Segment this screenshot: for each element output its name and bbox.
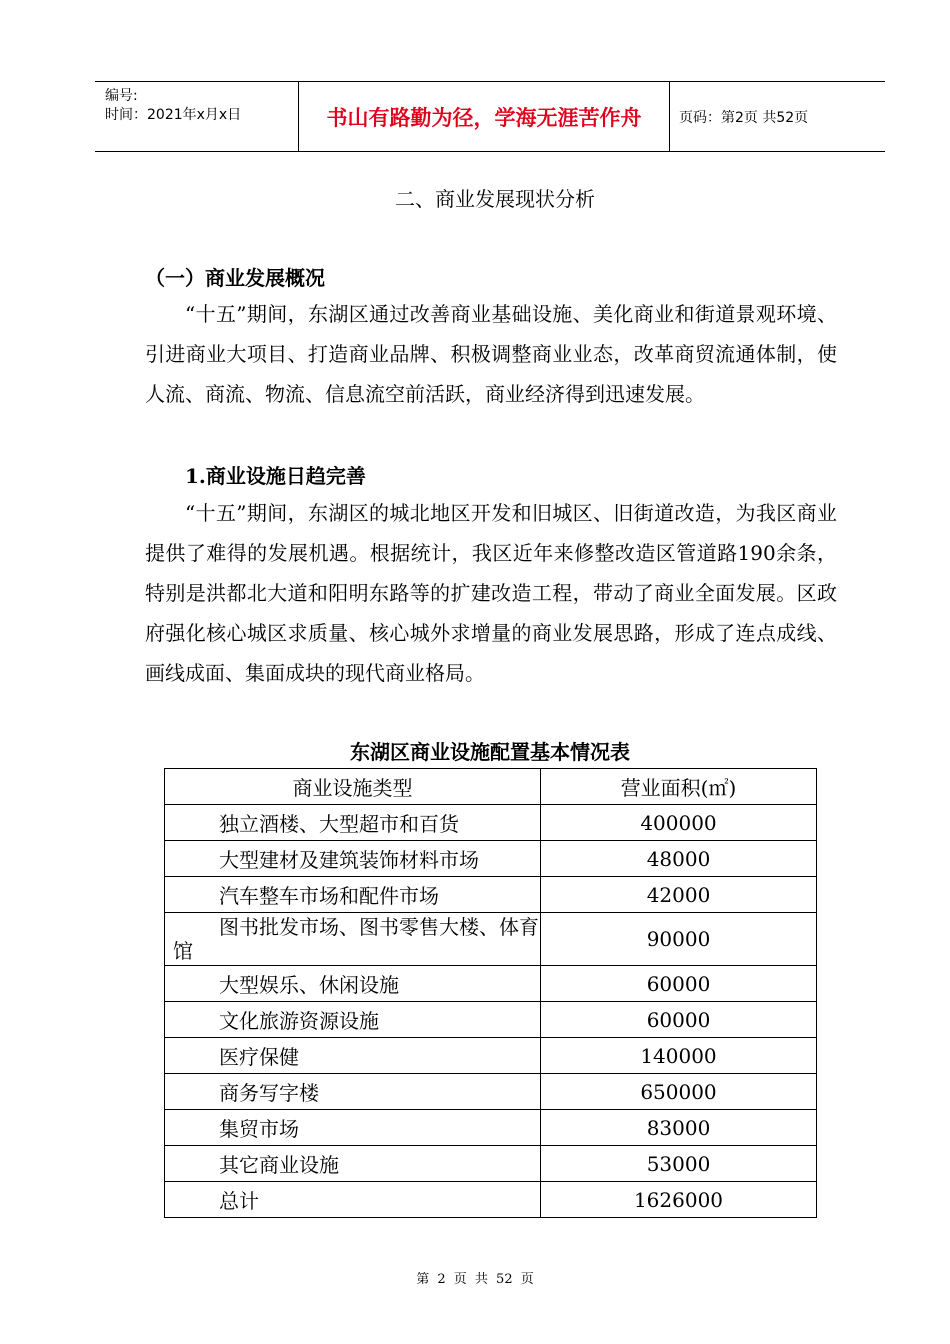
column-header: 营业面积(㎡): [541, 769, 817, 805]
facility-area: 42000: [541, 877, 817, 913]
facility-type: 大型建材及建筑装饰材料市场: [165, 841, 541, 877]
header-meta: [95, 82, 297, 151]
table-row: [165, 966, 817, 1002]
facility-type: 总计: [165, 1182, 541, 1218]
facility-type: 图书批发市场、图书零售大楼、体育馆: [165, 913, 541, 966]
table-row: [165, 913, 817, 966]
table-row: [165, 1074, 817, 1110]
header-divider: [669, 82, 670, 151]
facility-type: 独立酒楼、大型超市和百货: [165, 805, 541, 841]
facility-type: 汽车整车市场和配件市场: [165, 877, 541, 913]
facility-area: 60000: [541, 966, 817, 1002]
table-total-row: [165, 1182, 817, 1218]
header-page-info: 页码：第2页 共52页: [679, 109, 809, 126]
table-header-row: [165, 769, 817, 805]
facility-area: 90000: [541, 913, 817, 966]
facility-type: 医疗保健: [165, 1038, 541, 1074]
facility-area: 60000: [541, 1002, 817, 1038]
facility-type: 集贸市场: [165, 1110, 541, 1146]
column-header: 商业设施类型: [165, 769, 541, 805]
time-label: 时间：2021年x月x日: [105, 107, 242, 123]
table-row: [165, 1038, 817, 1074]
table-row: [165, 841, 817, 877]
paragraph: “十五”期间，东湖区通过改善商业基础设施、美化商业和街道景观环境、引进商业大项目、打造商业品牌、积极调整商业业态，改革商贸流通体制，使人流、商流、物流、信息流空前活跃，商业经济得到迅速发展。: [145, 302, 837, 406]
table-row: [165, 877, 817, 913]
header-motto: 书山有路勤为径，学海无涯苦作舟: [326, 105, 642, 130]
page-header: [95, 81, 885, 152]
subsection-heading: （一）商业发展概况: [145, 266, 325, 290]
facility-area: 650000: [541, 1074, 817, 1110]
facility-area: 53000: [541, 1146, 817, 1182]
facility-type: 大型娱乐、休闲设施: [165, 966, 541, 1002]
table-row: [165, 1002, 817, 1038]
facility-area: 83000: [541, 1110, 817, 1146]
facility-area: 400000: [541, 805, 817, 841]
facility-type: 文化旅游资源设施: [165, 1002, 541, 1038]
table-row: [165, 805, 817, 841]
table-row: [165, 1146, 817, 1182]
facility-table: [164, 768, 817, 1218]
page-footer: 第 2 页 共 52 页: [416, 1272, 534, 1287]
section-title: 二、商业发展现状分析: [395, 187, 595, 211]
facility-area: 140000: [541, 1038, 817, 1074]
facility-type: 商务写字楼: [165, 1074, 541, 1110]
table-title: 东湖区商业设施配置基本情况表: [350, 740, 630, 764]
facility-area: 1626000: [541, 1182, 817, 1218]
paragraph: “十五”期间，东湖区的城北地区开发和旧城区、旧街道改造，为我区商业提供了难得的发展机遇。根据统计，我区近年来修整改造区管道路190余条，特别是洪都北大道和阳明东路等的扩建改造工程，带动了商业全面发展。区政府强化核心城区求质量、核心城外求增量的商业发展思路，形成了连点成线、画线成面、集面成块的现代商业格局。: [145, 501, 837, 685]
subsection-heading: 1.商业设施日趋完善: [185, 464, 366, 488]
facility-type: 其它商业设施: [165, 1146, 541, 1182]
table-row: [165, 1110, 817, 1146]
facility-area: 48000: [541, 841, 817, 877]
number-label: 编号:: [105, 88, 138, 104]
